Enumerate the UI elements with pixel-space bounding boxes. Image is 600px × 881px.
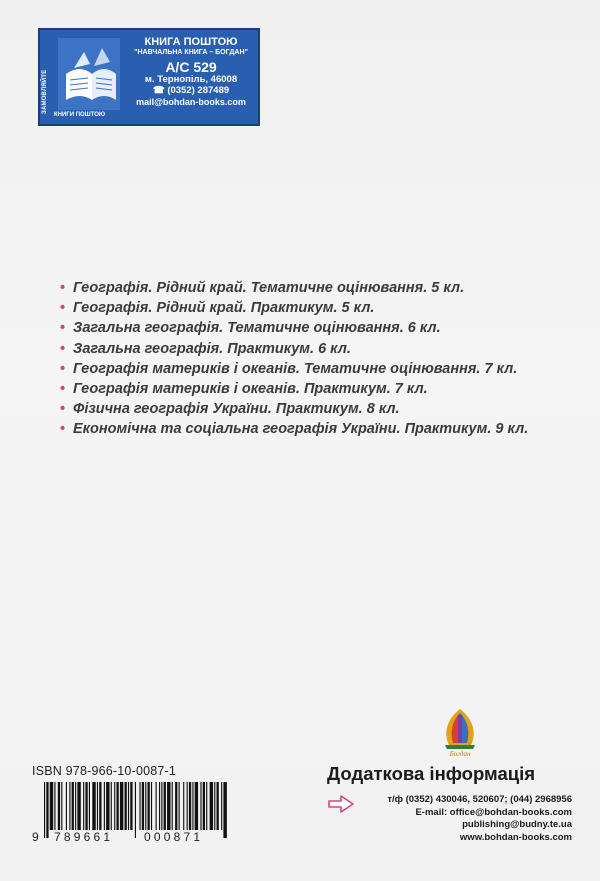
barcode-bar [217, 782, 219, 830]
barcode-bar [104, 782, 105, 830]
book-title: Географія. Рідний край. Практикум. 5 кл. [73, 300, 375, 317]
barcode-bar [116, 782, 118, 830]
barcode-bar [167, 782, 170, 830]
barcode-bar [92, 782, 95, 830]
barcode-bar [156, 782, 157, 830]
contact-phone: т/ф (0352) 430046, 520607; (044) 2968956 [387, 794, 572, 805]
book-title: Загальна географія. Практикум. 6 кл. [73, 340, 351, 357]
barcode-bar [203, 782, 205, 830]
bullet-icon: • [60, 320, 66, 337]
barcode-bar [206, 782, 207, 830]
barcode-bar [114, 782, 115, 830]
stamp-city: м. Тернопіль, 46008 [144, 73, 238, 85]
barcode-bar [175, 782, 177, 830]
barcode-bar [221, 782, 222, 830]
barcode-bar [77, 782, 80, 830]
contact-email: E-mail: office@bohdan-books.com [415, 806, 572, 818]
barcode-bar [200, 782, 201, 830]
contact-info [360, 794, 572, 844]
barcode-bar [139, 782, 140, 830]
list-item [60, 399, 600, 419]
barcode-bar [89, 782, 90, 830]
barcode-bar [214, 782, 215, 830]
list-item [60, 339, 600, 359]
list-item [60, 359, 600, 379]
barcode-bar [159, 782, 160, 830]
bullet-icon: • [60, 300, 66, 317]
contact-website: www.bohdan-books.com [459, 831, 572, 843]
barcode-bar [183, 782, 184, 830]
book-title: Географія материків і океанів. Тематичне оцінювання. 7 кл. [73, 360, 518, 377]
barcode-bar [97, 782, 98, 830]
barcode-bar [195, 782, 198, 830]
barcode-bar [130, 782, 132, 830]
bullet-icon: • [60, 401, 66, 418]
barcode-bar [128, 782, 129, 830]
barcode-bar [72, 782, 74, 830]
book-title: Економічна та соціальна географія України. Практикум. 9 кл. [73, 421, 529, 438]
barcode-bar [148, 782, 150, 830]
stamp-po-box: А/С 529 [165, 58, 217, 75]
barcode-bar [142, 782, 144, 830]
barcode-bar [125, 782, 127, 830]
barcode-bar [172, 782, 173, 830]
barcode-digits [32, 830, 232, 846]
barcode-bar [58, 782, 60, 830]
list-item [60, 379, 600, 399]
mail-order-stamp [38, 28, 260, 126]
stamp-email: mail@bohdan-books.com [136, 96, 246, 107]
barcode-bar [192, 782, 193, 830]
barcode-bar [120, 782, 123, 830]
barcode-bar [83, 782, 84, 830]
publisher-logo-icon [437, 705, 483, 757]
barcode-bar [189, 782, 191, 830]
barcode-bar [106, 782, 109, 830]
barcode-bar [54, 782, 55, 830]
stamp-phone: ☎ (0352) 287489 [152, 84, 230, 96]
book-title: Загальна географія. Тематичне оцінювання. 6 кл. [73, 320, 441, 337]
barcode-bar [66, 782, 67, 830]
stamp-subtitle: "НАВЧАЛЬНА КНИГА – БОГДАН" [134, 48, 248, 56]
additional-info-heading: Додаткова інформація [327, 763, 536, 784]
barcode-bar [187, 782, 188, 830]
barcode-digit-group: 9 [32, 830, 39, 844]
stamp-bottom-text: КНИГИ ПОШТОЮ [54, 112, 106, 118]
bullet-icon: • [60, 280, 66, 296]
barcode-bar [164, 782, 166, 830]
barcode-digit-group: 000871 [144, 830, 204, 844]
barcode-bar [111, 782, 112, 830]
barcode-bar [145, 782, 146, 830]
related-books-list [60, 278, 600, 440]
list-item [60, 278, 600, 298]
book-title: Фізична географія України. Практикум. 8 кл. [73, 401, 400, 418]
barcode-bar [85, 782, 87, 830]
barcode-bar [179, 782, 180, 830]
barcode-bar [69, 782, 70, 830]
open-book-icon [44, 34, 122, 120]
list-item [60, 318, 600, 338]
barcode-bar [61, 782, 62, 830]
svg-text:Богдан: Богдан [449, 750, 471, 757]
list-item [60, 419, 600, 439]
barcode-bar [210, 782, 213, 830]
isbn-number: ISBN 978-966-10-0087-1 [32, 764, 177, 778]
book-title: Географія. Рідний край. Тематичне оцінювання. 5 кл. [73, 280, 465, 296]
stamp-side-text: ЗАМОВЛЯЙТЕ [42, 69, 48, 114]
arrow-right-icon [328, 795, 354, 813]
barcode-bar [75, 782, 76, 830]
list-item [60, 298, 600, 318]
contact-email-secondary: publishing@budny.te.ua [462, 819, 572, 831]
barcode-digit-group: 789661 [54, 830, 114, 844]
bullet-icon: • [60, 360, 66, 377]
book-title: Географія материків і океанів. Практикум. 7 кл. [73, 380, 428, 397]
stamp-title: КНИГА ПОШТОЮ [144, 36, 238, 48]
stamp-address [126, 36, 256, 107]
barcode-bar [50, 782, 53, 830]
bullet-icon: • [60, 380, 66, 397]
barcode-bar [161, 782, 162, 830]
barcode-bar [99, 782, 101, 830]
bullet-icon: • [60, 340, 66, 357]
barcode-bar [151, 782, 152, 830]
bullet-icon: • [60, 421, 66, 438]
